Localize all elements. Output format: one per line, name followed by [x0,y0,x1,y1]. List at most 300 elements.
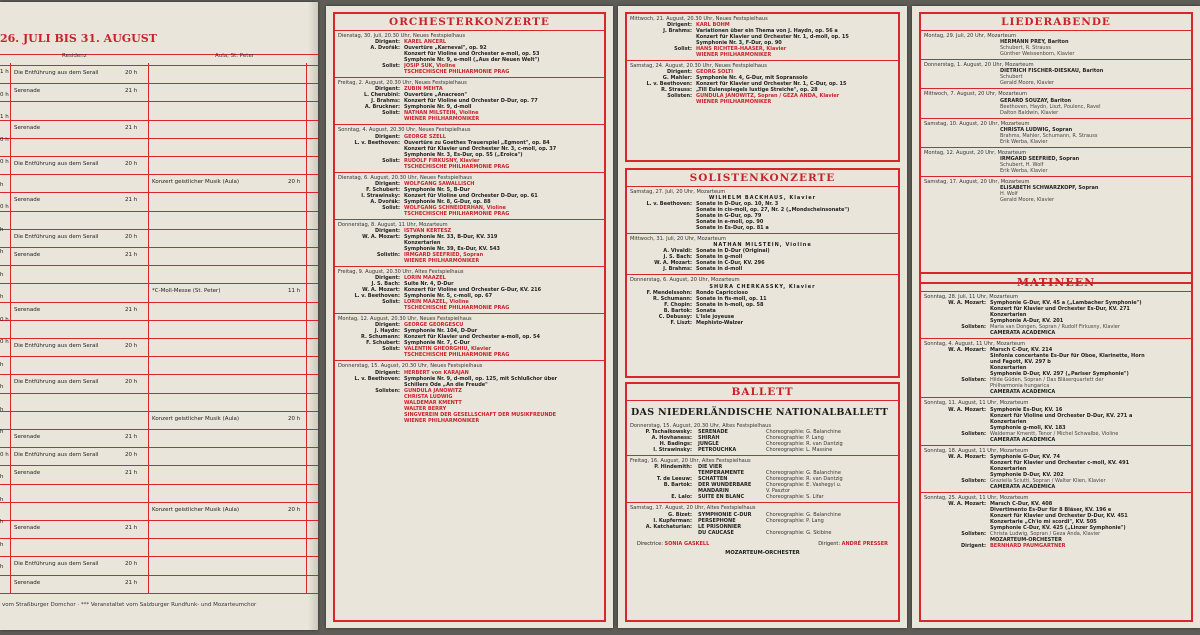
choreographer: Choreographie: G. Balanchine [766,470,841,477]
event-line-label: Solist: [382,204,400,211]
event-line-text: GERARD SOUZAY, Bariton [1000,97,1072,104]
event-line-text: Symphonie G-Dur, KV. 74 [990,453,1061,460]
event-line [338,258,601,264]
event-line-label [338,258,404,264]
calendar-residenz-event: Serenade [14,197,41,204]
calendar-edge-time: 0 h [0,204,9,210]
event-line-text: Schubert, H. Wolf [1000,162,1044,169]
event-line-label: Solist: [382,157,400,164]
event-line-text: Erik Werba, Klavier [1000,168,1048,175]
calendar-residenz-time: 21 h [125,88,138,95]
calendar-footnote: vom Straßburger Domchor · *** Veranstaltet vom Salzburger Rundfunk- und Mozarteumchor [2,602,257,608]
event-line-label: Solisten: [961,531,986,538]
calendar-heading: 26. JULI BIS 31. AUGUST [0,32,157,45]
event-line-text: GEORG SOLTI [696,69,733,76]
event-line-text: CHRISTA LUDWIG, Sopran [1000,126,1073,133]
ballet-event [627,456,898,503]
event-line-label: Dirigent: [375,39,400,46]
calendar-residenz-time: 21 h [125,252,138,258]
calendar-residenz-event: Serenade [14,306,41,313]
calendar-residenz-time: 21 h [125,124,138,131]
event-line-label: J. S. Bach: [371,281,400,288]
ballett-frame [625,382,900,622]
event-line-text: Konzertarie „Ch'io mi scordi", KV. 505 [990,519,1097,526]
event-header: Montag, 12. August, 20.30 Uhr, Neues Festspielhaus [338,316,472,323]
calendar-aula-time: 11 h [288,288,301,295]
event-header: Samstag, 17. August, 20 Uhr, Mozarteum [924,179,1030,186]
ballet-work: TEMPERAMENTE [698,470,745,477]
calendar-row [0,520,318,534]
event-line-text: Sonate in e-moll, op. 90 [696,219,764,226]
event-line-text: WIENER PHILHARMONIKER [404,116,480,123]
concert-event [335,31,604,78]
event-line-label: W. A. Mozart: [362,287,400,294]
event-line-label: F. Schubert: [366,186,400,193]
lieder-event [921,31,1191,60]
event-line [924,197,1188,203]
event-line-text: Symphonie D-Dur, KV. 297 („Pariser Symphonie") [990,371,1129,378]
calendar-residenz-time: 20 h [125,343,138,349]
calendar-edge-time: 0 h [0,451,9,458]
event-line-text: Symphonie Es-Dur, KV. 16 [990,406,1063,413]
ballet-work: SERENADE [698,429,728,436]
event-line-text: ELISABETH SCHWARZKOPF, Sopran [1000,185,1099,192]
event-composer: I. Kupferman: [653,517,692,524]
event-line-label [338,164,404,170]
event-line-label: F. Mendelssohn: [646,289,692,296]
event-line-text: DIETRICH FISCHER-DIESKAU, Bariton [1000,68,1104,75]
event-line-text: Symphonie Nr. 33, B-Dur, KV. 319 [404,234,498,241]
lieder-matineen-panel [912,6,1200,628]
event-line-label: Solisten: [961,324,986,331]
event-line-text: WALTER BERRY [404,405,447,412]
event-line-text: VALENTIN GHEORGHIU, Klavier [404,346,491,353]
event-line-label: Dirigent: [961,543,986,550]
calendar-row [0,302,318,316]
orchester-continued-frame [625,12,900,162]
event-line [630,530,895,536]
event-line-label [338,116,404,122]
event-line-label: Dirigent: [375,180,400,187]
event-line [924,168,1188,174]
section-title-orchesterkonzerte: ORCHESTERKONZERTE [335,14,604,31]
event-line-text: Konzert für Violine und Orchester D-Dur, KV. 271 a [990,412,1133,419]
calendar-residenz-event: Die Entführung aus dem Serail [14,233,99,240]
event-line-text: WOLFGANG SAWALLISCH [404,180,475,187]
event-line-text: Schillers Ode „An die Freude" [404,381,488,388]
event-line-text: Hilde Güden, Sopran / Das Bläserquartett der [990,377,1104,384]
event-line-label: L. v. Beethoven: [646,201,692,208]
event-line-text: Sinfonia concertante Es-Dur für Oboe, Klarinette, Horn [990,353,1145,360]
event-line-label: W. A. Mozart: [948,453,986,460]
event-line-text: CAMERATA ACADEMICA [990,389,1056,396]
event-line-text: WIENER PHILHARMONIKER [696,52,772,59]
calendar-row [0,484,318,498]
event-line-label: W. A. Mozart: [948,300,986,307]
event-line-text: HERBERT von KARAJAN [404,369,469,376]
event-line-text: Konzert für Violine und Orchester a-moll, op. 53 [404,51,540,58]
choreographer: Choreographie: R. van Dantzig [766,441,843,448]
calendar-residenz-event: Serenade [14,525,41,531]
calendar-residenz-event: Die Entführung aus dem Serail [14,161,99,167]
event-header: Freitag, 2. August, 20.30 Uhr, Neues Festspielhaus [338,80,467,87]
calendar-row [0,411,318,425]
event-line [630,447,895,453]
ballet-work: DIE VIER [698,464,723,471]
choreographer: Choreographie: G. Balanchine [766,429,841,436]
calendar-residenz-time: 20 h [125,161,138,167]
event-line-text: WOLFGANG SCHNEIDERHAN, Violine [404,204,506,211]
event-line-label: Dirigent: [667,22,692,29]
event-header: Sonntag, 25. August, 11 Uhr, Mozarteum [924,494,1029,501]
calendar-edge-time: 0 h [0,159,9,165]
ballet-work: PETROUCHKA [698,447,737,454]
event-line-label: Solist: [674,46,692,53]
choreographer: Choreographie: S. Lifar [766,494,824,501]
event-line-label: Solist: [382,63,400,70]
calendar-residenz-time: 21 h [125,306,138,313]
event-header: Montag, 29. Juli, 20 Uhr, Mozarteum [924,33,1016,39]
calendar-residenz-time: 21 h [125,579,138,586]
event-line-label [338,418,404,424]
event-composer: I. Strawinsky: [653,447,692,454]
event-header: Sonntag, 18. August, 11 Uhr, Mozarteum [924,447,1029,454]
event-line [630,52,895,58]
lieder-event [921,89,1191,118]
event-line-text: WALDEMAR KMENTT [404,399,462,406]
event-line-text: IRMGARD SEEFRIED, Sopran [1000,156,1080,163]
event-line-text: Konzert für Klavier und Orchester Nr. 1, d-moll, op. 15 [696,34,849,41]
event-line [338,418,601,424]
event-line-text: HERMANN PREY, Bariton [1000,39,1069,46]
event-line-text: Symphonie Nr. 39, Es-Dur, KV. 543 [404,246,500,253]
event-line-label: J. Brahms: [371,98,400,105]
event-header: Sonntag, 11. August, 11 Uhr, Mozarteum [924,400,1029,407]
lieder-event [921,177,1191,205]
ballet-work: SUITE EN BLANC [698,494,745,501]
calendar-edge-time: h [0,226,4,233]
event-line-text: WIENER PHILHARMONIKER [404,258,480,265]
event-line-text: Konzertarien [990,418,1027,425]
calendar-aula-event: Konzert geistlicher Musik (Aula) [152,506,240,513]
event-line-label: R. Schumann: [653,295,692,302]
event-line-label [338,211,404,217]
event-line-text: Konzert für Klavier und Orchester a-moll, op. 54 [404,334,540,341]
event-line-label: L. Cherubini: [363,92,400,99]
event-line-label: R. Schumann: [361,334,400,341]
matinee-event [921,292,1191,339]
event-header: Donnerstag, 8. August, 11 Uhr, Mozarteum [338,221,448,228]
event-line-label [630,52,696,58]
calendar-row [0,283,318,297]
event-line [924,80,1188,86]
event-line-label [924,330,990,336]
orchesterkonzerte-panel [326,6,613,628]
section-title-solistenkonzerte: SOLISTENKONZERTE [627,170,898,187]
calendar-edge-time: 0 h [0,136,9,143]
event-line-label: L. v. Beethoven: [354,375,400,382]
event-line-text: Erik Werba, Klavier [1000,138,1048,145]
event-header: Freitag, 9. August, 20.30 Uhr, Altes Festspielhaus [338,269,464,276]
event-composer: E. Lalo: [671,494,692,501]
calendar-edge-time: h [0,541,4,548]
event-line-text: CAMERATA ACADEMICA [990,483,1056,490]
event-composer: G. Bizet: [668,511,692,518]
event-line-text: Sonate in D-Dur (Original) [696,248,770,255]
event-line-text: Konzert für Klavier und Orchester Es-Dur, KV. 271 [990,306,1130,313]
orchesterkonzerte-list [335,31,604,426]
event-line-text: Symphonie C-Dur, KV. 425 („Linzer Symphonie") [990,525,1126,532]
calendar-row [0,174,318,188]
ballet-event [627,503,898,537]
event-line-text: KAREL ANCERL [404,39,447,46]
event-line-text: Konzertarien [990,312,1027,319]
calendar-row [0,247,318,261]
event-line-text: IRMGARD SEEFRIED, Sopran [404,252,484,259]
event-line-label: Dirigent: [375,133,400,140]
section-title-liederabende: LIEDERABENDE [921,14,1191,31]
event-line-label: A. Dvořák: [370,198,400,205]
event-line-text: Sonate in g-moll [696,254,743,261]
event-line-label: Solisten: [961,430,986,437]
event-line-text: Beethoven, Haydn, Liszt, Poulenc, Ravel [1000,103,1101,110]
event-line [338,211,601,217]
event-line-text: Symphonie Nr. 8, G-Dur, op. 88 [404,198,491,205]
event-line-text: Sonate in d-moll [696,266,743,273]
event-line-text: SINGVEREIN DER GESELLSCHAFT DER MUSIKFREUNDE [404,411,557,418]
matineen-frame [919,272,1193,622]
matineen-list [921,292,1191,551]
ballet-work: SCHATTEN [698,476,728,483]
matinee-event [921,446,1191,493]
concert-event [627,14,898,61]
calendar-grid [0,54,318,594]
event-line-label: W. A. Mozart: [654,260,692,267]
event-line-label: W. A. Mozart: [948,501,986,508]
concert-event [335,78,604,125]
event-composer: H. Badings: [659,441,692,448]
ballet-work: SHIRAH [698,435,720,442]
ballett-list [627,421,898,538]
event-line-text: Symphonie Nr. 7, C-Dur [404,340,470,347]
event-line-label: Dirigent: [375,86,400,93]
event-header: Mittwoch, 21. August, 20.30 Uhr, Neues Festspielhaus [630,16,768,22]
ballet-work: DER WUNDERBARE [698,482,752,489]
ballet-work: JUNGLE [698,441,719,448]
calendar-row [0,338,318,352]
liederabende-list [921,31,1191,205]
event-line-label: Solist: [382,346,400,353]
calendar-residenz-time: 20 h [125,379,138,386]
ballet-work: LE PRISONNIER [698,523,742,530]
event-header: Mittwoch, 31. Juli, 20 Uhr, Mozarteum [630,236,726,243]
ballett-dirigent: Dirigent: ANDRÉ PRESSER [818,540,888,547]
calendar-residenz-event: Serenade [14,88,41,95]
event-line-text: Symphonie Nr. 5, B-Dur [404,186,470,193]
matinee-event [921,493,1191,551]
event-line-text: CAMERATA ACADEMICA [990,436,1056,443]
event-line [924,139,1188,145]
event-header: Dienstag, 30. Juli, 20.30 Uhr, Neues Festspielhaus [338,33,466,39]
calendar-residenz-event: Die Entführung aus dem Serail [14,70,99,76]
event-line-text: Suite Nr. 4, D-Dur [404,281,454,288]
event-line-text: Maria van Dongen, Sopran / Rudolf Firkusny, Klavier [990,324,1120,331]
event-line [338,164,601,170]
event-line-text: Symphonie D-Dur, KV. 202 [990,471,1064,478]
event-line-label: A. Dvořák: [370,45,400,52]
event-line-text: Mephisto-Walzer [696,319,744,326]
event-line-text: Konzert für Klavier und Orchester D-Dur, KV. 451 [990,513,1128,520]
calendar-row [0,211,318,225]
event-line-text: TSCHECHISCHE PHILHARMONIE PRAG [404,305,510,312]
event-performer: NATHAN MILSTEIN, Violine [713,242,812,249]
event-line-text: Symphonie Nr. 9, e-moll („Aus der Neuen Welt") [404,57,540,64]
calendar-row [0,265,318,279]
calendar-aula-event: *C-Moll-Messe (St. Peter) [152,288,221,295]
event-line-label [924,168,1000,174]
event-composer: P. Hindemith: [654,464,692,471]
event-line-text: Marsch C-Dur, KV. 214 [990,347,1053,354]
event-line-label: L. v. Beethoven: [354,293,400,300]
concert-event [335,361,604,425]
event-line-text: WIENER PHILHARMONIKER [404,417,480,424]
event-line-label [924,139,1000,145]
event-line-label: Dirigent: [375,228,400,235]
event-line-text: L'Isle joyeuse [696,313,735,320]
event-line-text: Konzertarien [990,465,1027,472]
event-line-label [924,389,990,395]
event-line-text: Rondo Capriccioso [696,289,748,296]
calendar-residenz-event: Serenade [14,124,41,131]
event-line [338,352,601,358]
event-line-text: Symphonie Nr. 3, Es-Dur, op. 55 („Eroica") [404,151,523,158]
orchesterkonzerte-frame [333,12,606,622]
event-line-text: Konzert für Klavier und Orchester Nr. 3, c-moll, op. 37 [404,145,557,152]
event-header: Samstag, 17. August, 20 Uhr, Altes Festspielhaus [630,505,756,512]
calendar-edge-time: h [0,474,4,480]
event-line-text: JOSIP SUK, Violine [404,63,456,70]
directrice: Directrice: SONIA GASKELL [637,540,710,547]
event-line-label: W. A. Mozart: [362,234,400,241]
event-header: Samstag, 10. August, 20 Uhr, Mozarteum [924,120,1030,127]
event-line-text: Konzertarien [404,240,441,247]
ballett-direction [627,538,898,548]
event-line-label: Solisten: [375,387,400,394]
event-composer: T. de Leeuw: [656,476,692,483]
event-line-label: F. Schubert: [366,340,400,347]
event-line-text: WIENER PHILHARMONIKER [696,99,772,106]
event-line-text: GUNDULA JANOWITZ, Sopran / GEZA ANDA, Klavier [696,93,840,100]
calendar-row [0,465,318,479]
calendar-residenz-time: 21 h [125,525,138,531]
event-line [630,225,895,231]
event-line-text: und Fagott, KV. 297 b [990,359,1051,366]
liederabende-frame [919,12,1193,284]
event-line-text: TSCHECHISCHE PHILHARMONIE PRAG [404,352,510,359]
event-header: Donnerstag, 15. August, 20.30 Uhr, Altes Festspielhaus [630,423,772,429]
event-line [630,99,895,105]
calendar-residenz-event: Serenade [14,434,41,440]
solistenkonzerte-frame [625,168,900,378]
event-line-text: Philharmonia hungarica [990,383,1050,390]
choreographer: V. Pasztor [766,488,791,495]
calendar-edge-time: h [0,384,4,390]
event-line-label: C. Debussy: [658,313,692,320]
event-line-text: Marsch C-Dur, KV. 408 [990,501,1053,508]
calendar-edge-time: h [0,361,4,368]
event-line-label: L. v. Beethoven: [646,81,692,88]
event-line-text: CAMERATA ACADEMICA [990,330,1056,337]
concert-event [335,267,604,314]
event-line [630,494,895,500]
calendar-residenz-event: Serenade [14,579,41,586]
event-line-label: Dirigent: [375,275,400,282]
event-line-label [338,305,404,311]
calendar-row [0,575,318,589]
ballett-company: DAS NIEDERLÄNDISCHE NATIONALBALLETT [631,407,889,418]
event-line-text: Waldemar Kmentt, Tenor / Michel Schwalbé, Violine [990,430,1119,437]
lieder-event [921,60,1191,89]
event-line-text: Sonate in G-Dur, op. 79 [696,213,762,220]
choreographer: Choreographie: G. Skibine [766,529,832,536]
calendar-edge-time: h [0,429,4,435]
event-line-text: GEORGE GEORGESCU [404,322,464,329]
event-header: Donnerstag, 15. August, 20.30 Uhr, Neues Festspielhaus [338,363,483,370]
event-line-text: GEORGE SZELL [404,133,446,140]
event-line-text: Ouvertüre zu Goethes Trauerspiel „Egmont", op. 84 [404,139,550,146]
event-line-label: A. Bruckner: [364,104,400,111]
event-line-text: Schubert [1000,74,1023,81]
event-line-text: Sonata [696,307,716,314]
calendar-edge-time: h [0,406,4,413]
event-line-text: MOZARTEUM-ORCHESTER [990,537,1062,544]
event-line-label [924,51,1000,57]
concert-event [335,173,604,220]
event-line [924,543,1188,549]
calendar-aula-event: Konzert geistlicher Musik (Aula) [152,179,240,186]
event-line-label [924,484,990,490]
choreographer: Choreographie: E. Vashegyi u. [766,482,842,489]
event-composer [630,530,696,536]
event-header: Donnerstag, 6. August, 20 Uhr, Mozarteum [630,277,740,284]
event-line [338,305,601,311]
event-line-label: G. Mahler: [662,75,692,82]
event-line-label: L. v. Beethoven: [354,139,400,146]
event-line-label: Solist: [382,299,400,306]
event-line-text: Sonate in h-moll, op. 58 [696,301,764,308]
event-header: Samstag, 24. August, 20.30 Uhr, Neues Festspielhaus [630,63,767,70]
calendar-row [0,429,318,443]
event-line-text: ISTVAN KERTESZ [404,228,452,235]
calendar-row [0,374,318,388]
event-line-text: Symphonie A-Dur, KV. 201 [990,318,1064,325]
event-line-text: Divertimento Es-Dur für 8 Bläser, KV. 196 e [990,507,1112,514]
calendar-edge-time: 0 h [0,316,9,323]
calendar-row [0,502,318,516]
section-title-ballett: BALLETT [627,384,898,401]
event-line-label: B. Bartók: [663,307,692,314]
event-line-label: W. A. Mozart: [948,347,986,354]
event-line-label: F. Liszt: [670,319,692,326]
concert-event [335,314,604,361]
calendar-aula-time: 20 h [288,506,301,513]
calendar-residenz-event: Serenade [14,470,41,477]
matinee-event [921,398,1191,445]
event-line-text: Symphonie Nr. 3, F-Dur, op. 90 [696,40,782,47]
event-line-text: GUNDULA JANOWITZ [404,387,462,394]
event-line-text: Günther Weissenborn, Klavier [1000,51,1075,58]
matinee-event [921,339,1191,398]
